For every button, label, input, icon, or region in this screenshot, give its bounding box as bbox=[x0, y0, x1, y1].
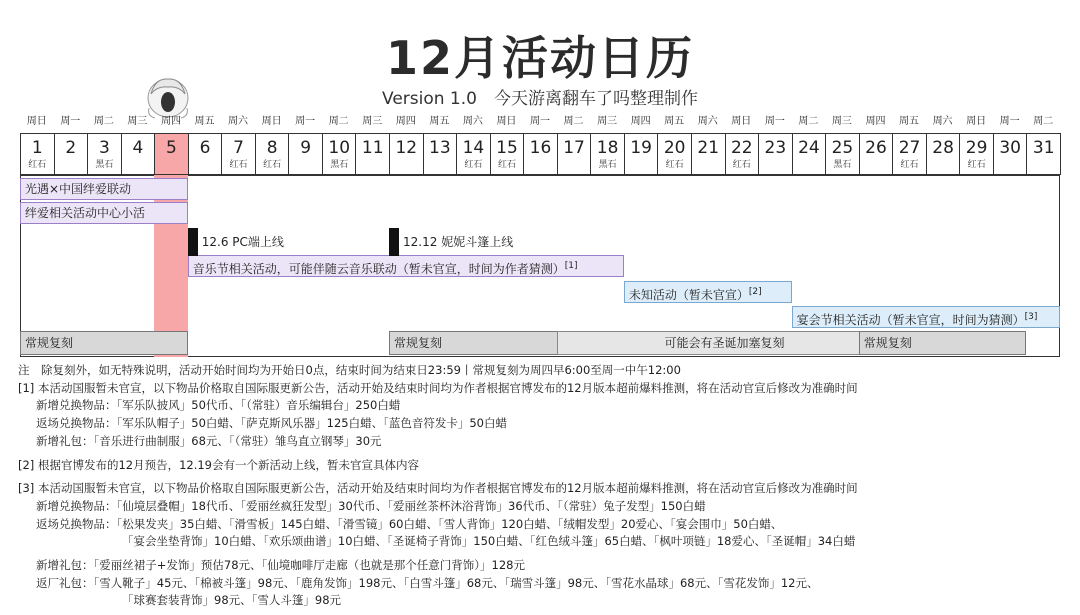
day-number: 13 bbox=[429, 138, 451, 158]
day-cell bbox=[54, 133, 89, 175]
day-cell bbox=[691, 133, 726, 175]
day-cell bbox=[624, 133, 659, 175]
day-number: 25 bbox=[831, 138, 854, 158]
day-cell bbox=[255, 133, 290, 175]
day-number: 24 bbox=[798, 138, 820, 158]
note-3-new-items: 新增兑换物品：「仙境层叠帽」18代币、「爱丽丝疯狂发型」30代币、「爱丽丝茶杯沐浴背饰」36代币、「（常驻）兔子发型」150白蜡 bbox=[36, 498, 706, 513]
day-number: 27 bbox=[898, 138, 921, 158]
event-bar: 宴会节相关活动（暂未官宣，时间为猜测）[3] bbox=[792, 306, 1060, 328]
launch-marker-icon bbox=[389, 228, 399, 256]
day-cell bbox=[121, 133, 156, 175]
day-number: 3 bbox=[98, 138, 110, 158]
day-cell bbox=[322, 133, 357, 175]
day-cell bbox=[1026, 133, 1061, 175]
rerun-bar: 常规复刻 bbox=[20, 331, 188, 355]
day-cell bbox=[926, 133, 961, 175]
day-number: 9 bbox=[300, 138, 312, 158]
note-3-return-packs-cont: 「球赛套装背饰」98元、「雪人斗篷」98元 bbox=[122, 593, 342, 608]
day-number: 15 bbox=[496, 138, 518, 158]
day-number: 31 bbox=[1032, 138, 1055, 158]
weekday-label: 周二 bbox=[798, 116, 819, 127]
day-number: 14 bbox=[462, 138, 485, 158]
day-number: 11 bbox=[361, 138, 384, 158]
day-cell bbox=[456, 133, 491, 175]
weekday-label: 周六 bbox=[462, 116, 483, 127]
day-stone-tag: 红石 bbox=[900, 160, 919, 170]
weekday-label: 周六 bbox=[932, 116, 953, 127]
weekday-label: 周二 bbox=[93, 116, 114, 127]
rerun-bar: 常规复刻 bbox=[389, 331, 590, 355]
day-cell bbox=[557, 133, 592, 175]
event-bar: 音乐节相关活动，可能伴随云音乐联动（暂未官宣，时间为作者猜测）[1] bbox=[188, 255, 624, 277]
weekday-label: 周一 bbox=[764, 116, 785, 127]
day-cell bbox=[590, 133, 625, 175]
launch-marker bbox=[389, 232, 513, 256]
event-bar: 未知活动（暂未官宣）[2] bbox=[624, 281, 792, 303]
day-cell bbox=[188, 133, 223, 175]
weekday-label: 周日 bbox=[261, 116, 282, 127]
day-number: 26 bbox=[865, 138, 887, 158]
day-number: 23 bbox=[764, 138, 787, 158]
note-general: 注 除复刻外，如无特殊说明，活动开始时间均为开始日0点，结束时间为结束日23:59丨常规复刻为周四早6:00至周一中午12:00 bbox=[18, 363, 681, 377]
day-number: 17 bbox=[563, 138, 585, 158]
day-cell bbox=[993, 133, 1028, 175]
weekday-label: 周三 bbox=[362, 116, 383, 127]
notes-section bbox=[18, 362, 1068, 610]
note-1-packs: 新增礼包：「音乐进行曲制服」68元、「（常驻）雏鸟直立钢琴」30元 bbox=[36, 433, 382, 448]
day-stone-tag: 黑石 bbox=[330, 160, 349, 170]
day-cell bbox=[20, 133, 55, 175]
day-cell bbox=[490, 133, 525, 175]
weekday-label: 周五 bbox=[429, 116, 450, 127]
day-cell bbox=[959, 133, 994, 175]
note-1-new-items: 新增兑换物品：「军乐队披风」50代币、「（常驻）音乐编辑台」250白蜡 bbox=[36, 398, 401, 413]
weekday-label: 周三 bbox=[597, 116, 618, 127]
note-2: [2] 根据官博发布的12月预告，12.19会有一个新活动上线，暂未官宣具体内容 bbox=[18, 457, 419, 472]
day-number: 1 bbox=[31, 138, 43, 158]
weekday-label: 周六 bbox=[228, 116, 249, 127]
note-3-return-items: 返场兑换物品：「松果发夹」35白蜡、「滑雪板」145白蜡、「滑雪镜」60白蜡、「雪人背饰」120白蜡、「绒帽发型」20爱心、「宴会围巾」50白蜡、 bbox=[36, 516, 783, 531]
weekday-label: 周三 bbox=[127, 116, 148, 127]
day-cell bbox=[758, 133, 793, 175]
weekday-label: 周一 bbox=[295, 116, 316, 127]
note-3-return-packs: 返厂礼包：「雪人靴子」45元、「棉被斗篷」98元、「鹿角发饰」198元、「白雪斗篷」68元、「瑞雪斗篷」98元、「雪花水晶球」68元、「雪花发饰」12元、 bbox=[36, 575, 819, 590]
day-stone-tag: 红石 bbox=[732, 160, 751, 170]
weekday-label: 周五 bbox=[899, 116, 920, 127]
day-stone-tag: 黑石 bbox=[598, 160, 617, 170]
day-stone-tag: 红石 bbox=[665, 160, 684, 170]
day-number: 29 bbox=[965, 138, 988, 158]
launch-marker-icon bbox=[188, 228, 198, 256]
weekday-label: 周四 bbox=[865, 116, 886, 127]
launch-marker bbox=[188, 232, 284, 256]
day-cell bbox=[389, 133, 424, 175]
day-cell bbox=[657, 133, 692, 175]
day-stone-tag: 红石 bbox=[28, 160, 47, 170]
rerun-bar: 常规复刻 bbox=[859, 331, 1027, 355]
day-cell bbox=[725, 133, 760, 175]
page-subtitle: Version 1.0 今天游离翻车了吗整理制作 bbox=[382, 89, 698, 109]
day-number: 12 bbox=[395, 138, 418, 158]
weekday-label: 周二 bbox=[1033, 116, 1054, 127]
day-number: 30 bbox=[999, 138, 1021, 158]
day-cell bbox=[154, 133, 189, 175]
weekday-label: 周日 bbox=[26, 116, 47, 127]
day-number: 16 bbox=[529, 138, 552, 158]
day-cell bbox=[825, 133, 860, 175]
weekday-label: 周二 bbox=[328, 116, 349, 127]
weekday-label: 周四 bbox=[160, 116, 181, 127]
day-stone-tag: 红石 bbox=[497, 160, 516, 170]
weekday-label: 周一 bbox=[999, 116, 1020, 127]
event-bar: 绊爱相关活动中心小活 bbox=[20, 202, 188, 224]
weekday-label: 周日 bbox=[731, 116, 752, 127]
page-title: 12月活动日历 bbox=[385, 31, 694, 85]
day-number: 8 bbox=[266, 138, 278, 158]
day-number: 10 bbox=[328, 138, 351, 158]
day-number: 4 bbox=[132, 138, 144, 158]
day-number: 28 bbox=[932, 138, 954, 158]
day-number: 7 bbox=[233, 138, 244, 158]
day-cell bbox=[87, 133, 122, 175]
event-bar: 光遇×中国绊爱联动 bbox=[20, 178, 188, 200]
day-number: 22 bbox=[730, 138, 753, 158]
rerun-bar: 可能会有圣诞加塞复刻 bbox=[557, 331, 892, 355]
weekday-label: 周三 bbox=[831, 116, 852, 127]
weekday-label: 周日 bbox=[496, 116, 517, 127]
day-number: 19 bbox=[630, 138, 652, 158]
day-number: 5 bbox=[166, 138, 177, 158]
launch-label: 12.12 妮妮斗篷上线 bbox=[403, 235, 514, 249]
launch-label: 12.6 PC端上线 bbox=[201, 235, 284, 249]
day-cell bbox=[523, 133, 558, 175]
day-stone-tag: 黑石 bbox=[833, 160, 852, 170]
day-cell bbox=[221, 133, 256, 175]
day-stone-tag: 红石 bbox=[464, 160, 483, 170]
day-number: 21 bbox=[697, 138, 720, 158]
day-stone-tag: 红石 bbox=[263, 160, 282, 170]
note-3-header: [3] 本活动国服暂未官宣，以下物品价格取自国际服更新公告，活动开始及结束时间均为作者根据官博发布的12月版本超前爆料推测，将在活动官宣后修改为准确时间 bbox=[18, 481, 858, 496]
day-cell bbox=[288, 133, 323, 175]
weekday-label: 周二 bbox=[563, 116, 584, 127]
note-3-packs: 新增礼包：「爱丽丝裙子+发饰」预估78元、「仙境咖啡厅走廊（也就是那个任意门背饰）」128元 bbox=[36, 558, 525, 573]
day-stone-tag: 红石 bbox=[967, 160, 986, 170]
day-cell bbox=[355, 133, 390, 175]
day-number: 2 bbox=[65, 138, 77, 158]
day-cell bbox=[859, 133, 894, 175]
weekday-label: 周四 bbox=[630, 116, 651, 127]
day-cell bbox=[792, 133, 827, 175]
weekday-label: 周五 bbox=[194, 116, 215, 127]
note-1-header: [1] 本活动国服暂未官宣，以下物品价格取自国际服更新公告，活动开始及结束时间均为作者根据官博发布的12月版本超前爆料推测，将在活动官宣后修改为准确时间 bbox=[18, 380, 858, 395]
note-1-return-items: 返场兑换物品：「军乐队帽子」50白蜡、「萨克斯风乐器」125白蜡、「蓝色音符发卡」50白蜡 bbox=[36, 416, 507, 431]
weekday-label: 周一 bbox=[60, 116, 81, 127]
day-stone-tag: 黑石 bbox=[95, 160, 114, 170]
note-3-return-items-cont: 「宴会坐垫背饰」10白蜡、「欢乐颂曲谱」10白蜡、「圣诞椅子背饰」150白蜡、「红色绒斗篷」65白蜡、「枫叶项链」18爱心、「圣诞帽」34白蜡 bbox=[122, 534, 856, 549]
weekday-label: 周日 bbox=[966, 116, 987, 127]
day-cell bbox=[892, 133, 927, 175]
weekday-label: 周一 bbox=[529, 116, 550, 127]
day-number: 20 bbox=[663, 138, 686, 158]
weekday-label: 周五 bbox=[664, 116, 685, 127]
day-cell bbox=[423, 133, 458, 175]
day-stone-tag: 红石 bbox=[229, 160, 248, 170]
weekday-label: 周四 bbox=[395, 116, 416, 127]
day-number: 6 bbox=[199, 138, 211, 158]
day-number: 18 bbox=[596, 138, 619, 158]
weekday-label: 周六 bbox=[697, 116, 718, 127]
